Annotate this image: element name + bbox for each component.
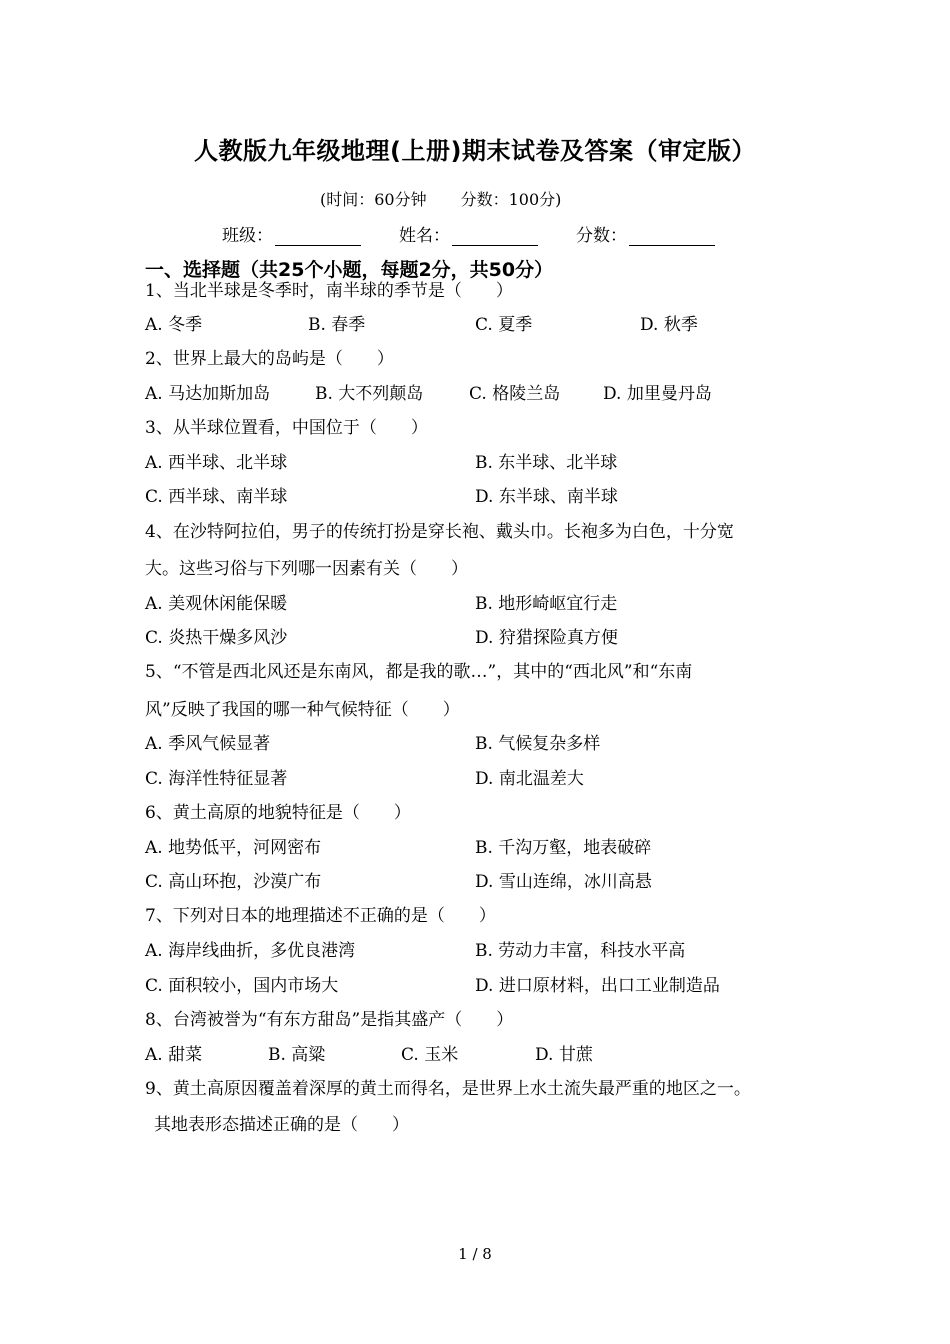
score-blank[interactable] [629, 228, 715, 246]
question-4-line2: 大。这些习俗与下列哪一因素有关（ ） [145, 559, 468, 579]
option-d[interactable]: D. 东半球、南半球 [475, 487, 618, 507]
name-field[interactable] [399, 221, 538, 246]
option-b[interactable]: B. 地形崎岖宜行走 [475, 594, 618, 614]
time-limit: (时间：60分钟 [320, 190, 427, 209]
option-c[interactable]: C. 高山环抱，沙漠广布 [145, 872, 322, 892]
option-c[interactable]: C. 海洋性特征显著 [145, 769, 288, 789]
question-1: 1、当北半球是冬季时，南半球的季节是（ ） [145, 281, 513, 301]
option-a[interactable]: A. 马达加斯加岛 [145, 384, 271, 404]
option-b[interactable]: B. 气候复杂多样 [475, 734, 601, 754]
option-a[interactable]: A. 冬季 [145, 315, 203, 335]
option-a[interactable]: A. 季风气候显著 [145, 734, 271, 754]
question-8: 8、台湾被誉为“有东方甜岛”是指其盛产（ ） [145, 1010, 514, 1030]
question-6: 6、黄土高原的地貌特征是（ ） [145, 803, 411, 823]
total-score: 分数：100分) [460, 190, 562, 209]
question-9-line2: 其地表形态描述正确的是（ ） [154, 1115, 409, 1135]
option-d[interactable]: D. 加里曼丹岛 [603, 384, 712, 404]
option-c[interactable]: C. 格陵兰岛 [469, 384, 561, 404]
option-a[interactable]: A. 美观休闲能保暖 [145, 594, 288, 614]
option-d[interactable]: D. 秋季 [640, 315, 698, 335]
option-c[interactable]: C. 玉米 [401, 1045, 459, 1065]
score-field[interactable] [576, 221, 715, 246]
question-5-line2: 风”反映了我国的哪一种气候特征（ ） [145, 700, 460, 720]
option-a[interactable]: A. 海岸线曲折，多优良港湾 [145, 941, 356, 961]
option-c[interactable]: C. 西半球、南半球 [145, 487, 288, 507]
question-5-line1: 5、“不管是西北风还是东南风，都是我的歌…”，其中的“西北风”和“东南 [145, 662, 693, 682]
option-d[interactable]: D. 狩猎探险真方便 [475, 628, 618, 648]
question-4-line1: 4、在沙特阿拉伯，男子的传统打扮是穿长袍、戴头巾。长袍多为白色，十分宽 [145, 522, 734, 542]
page-number: 1 / 8 [458, 1245, 492, 1263]
option-d[interactable]: D. 进口原材料，出口工业制造品 [475, 976, 720, 996]
name-blank[interactable] [452, 228, 538, 246]
option-a[interactable]: A. 西半球、北半球 [145, 453, 288, 473]
question-2: 2、世界上最大的岛屿是（ ） [145, 349, 394, 369]
option-b[interactable]: B. 东半球、北半球 [475, 453, 618, 473]
option-d[interactable]: D. 南北温差大 [475, 769, 584, 789]
class-blank[interactable] [275, 228, 361, 246]
option-c[interactable]: C. 面积较小，国内市场大 [145, 976, 339, 996]
option-b[interactable]: B. 劳动力丰富，科技水平高 [475, 941, 686, 961]
question-3: 3、从半球位置看，中国位于（ ） [145, 418, 428, 438]
option-b[interactable]: B. 大不列颠岛 [315, 384, 424, 404]
question-9-line1: 9、黄土高原因覆盖着深厚的黄土而得名，是世界上水土流失最严重的地区之一。 [145, 1079, 751, 1099]
option-a[interactable]: A. 甜菜 [145, 1045, 203, 1065]
exam-meta [320, 187, 561, 210]
score-label: 分数： [576, 226, 627, 246]
option-d[interactable]: D. 甘蔗 [535, 1045, 593, 1065]
question-7: 7、下列对日本的地理描述不正确的是（ ） [145, 906, 496, 926]
exam-title: 人教版九年级地理(上册)期末试卷及答案（审定版） [194, 137, 756, 165]
option-a[interactable]: A. 地势低平，河网密布 [145, 838, 322, 858]
class-label: 班级： [222, 226, 273, 246]
option-b[interactable]: B. 高粱 [268, 1045, 326, 1065]
section-title: 一、选择题（共25个小题，每题2分，共50分） [145, 259, 554, 281]
class-field[interactable] [222, 221, 361, 246]
option-d[interactable]: D. 雪山连绵，冰川高悬 [475, 872, 652, 892]
option-b[interactable]: B. 千沟万壑，地表破碎 [475, 838, 652, 858]
option-c[interactable]: C. 夏季 [475, 315, 533, 335]
option-c[interactable]: C. 炎热干燥多风沙 [145, 628, 288, 648]
student-info [222, 221, 753, 246]
name-label: 姓名： [399, 226, 450, 246]
option-b[interactable]: B. 春季 [308, 315, 366, 335]
